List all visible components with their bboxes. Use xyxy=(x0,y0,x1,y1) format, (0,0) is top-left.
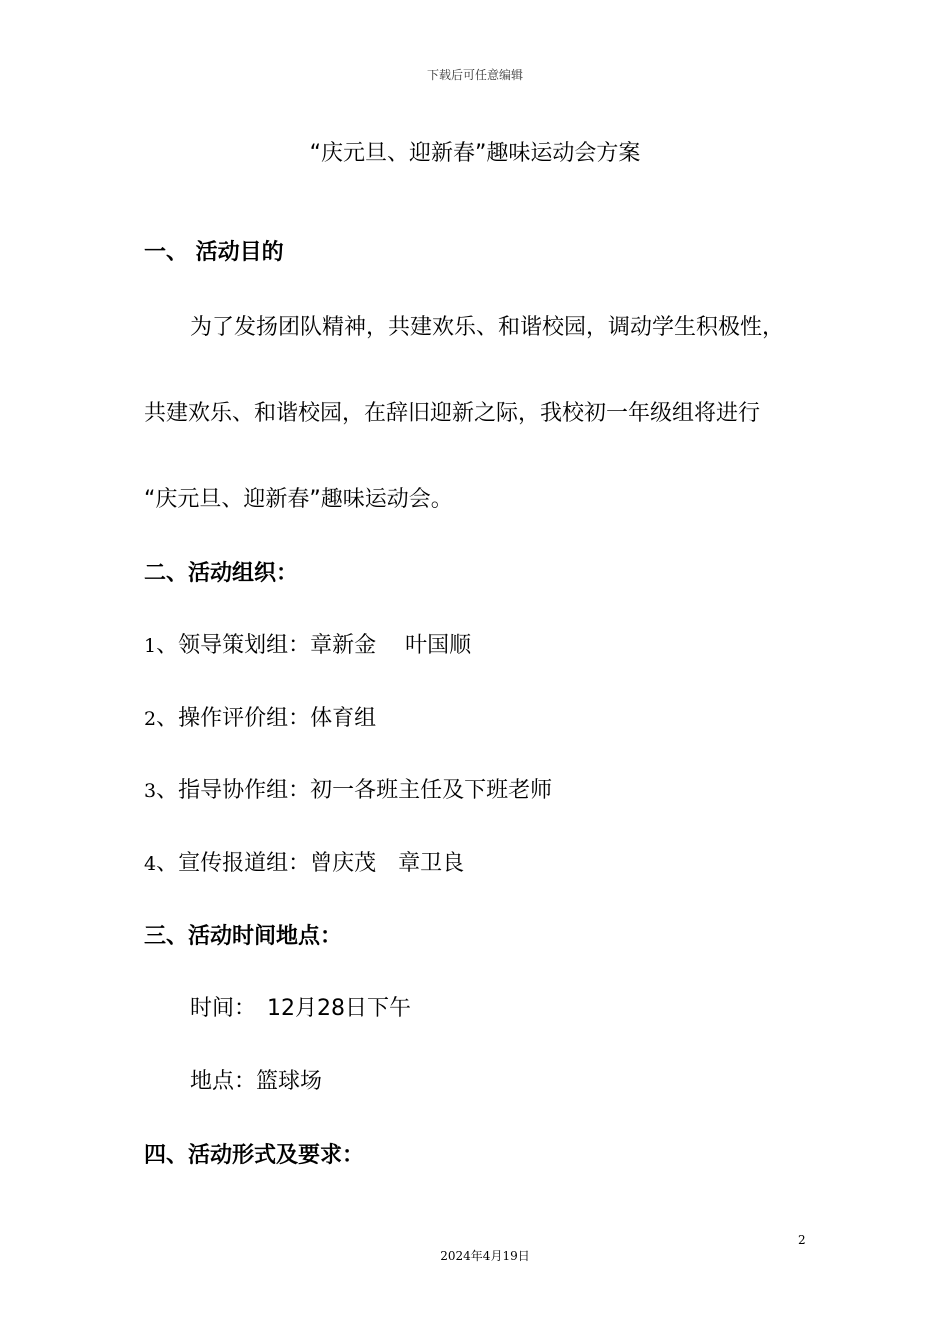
section-heading-purpose: 一、 活动目的 xyxy=(144,240,284,265)
org-item-number: 4 xyxy=(144,853,157,875)
paragraph-line-3: “庆元旦、迎新春”趣味运动会。 xyxy=(144,487,453,512)
org-item-text: 、领导策划组：章新金 叶国顺 xyxy=(156,633,472,658)
header-note: 下载后可任意编辑 xyxy=(426,68,523,82)
org-item-number: 2 xyxy=(144,708,157,730)
org-item-text: 、指导协作组：初一各班主任及下班老师 xyxy=(156,778,553,803)
org-item xyxy=(144,846,464,877)
section-heading-format: 四、活动形式及要求： xyxy=(144,1143,365,1168)
paragraph-line-1: 为了发扬团队精神，共建欢乐、和谐校园，调动学生积极性， xyxy=(190,315,785,340)
document-title: “庆元旦、迎新春”趣味运动会方案 xyxy=(309,141,641,166)
paragraph-line-2: 共建欢乐、和谐校园，在辞旧迎新之际，我校初一年级组将进行 xyxy=(144,401,761,426)
org-item-text: 、宣传报道组：曾庆茂 章卫良 xyxy=(156,851,465,876)
org-item xyxy=(144,701,376,732)
org-item-number: 3 xyxy=(144,780,157,802)
section-heading-time-place: 三、活动时间地点： xyxy=(144,924,343,949)
page-number: 2 xyxy=(798,1233,806,1247)
org-item xyxy=(144,773,552,804)
org-item-text: 、操作评价组：体育组 xyxy=(156,706,377,731)
event-time: 时间： 12月28日下午 xyxy=(190,996,411,1021)
org-item-number: 1 xyxy=(144,635,157,657)
org-item xyxy=(144,628,471,659)
footer-date: 2024年4月19日 xyxy=(440,1249,530,1263)
section-heading-organization: 二、活动组织： xyxy=(144,561,299,586)
event-place: 地点：篮球场 xyxy=(190,1069,323,1094)
